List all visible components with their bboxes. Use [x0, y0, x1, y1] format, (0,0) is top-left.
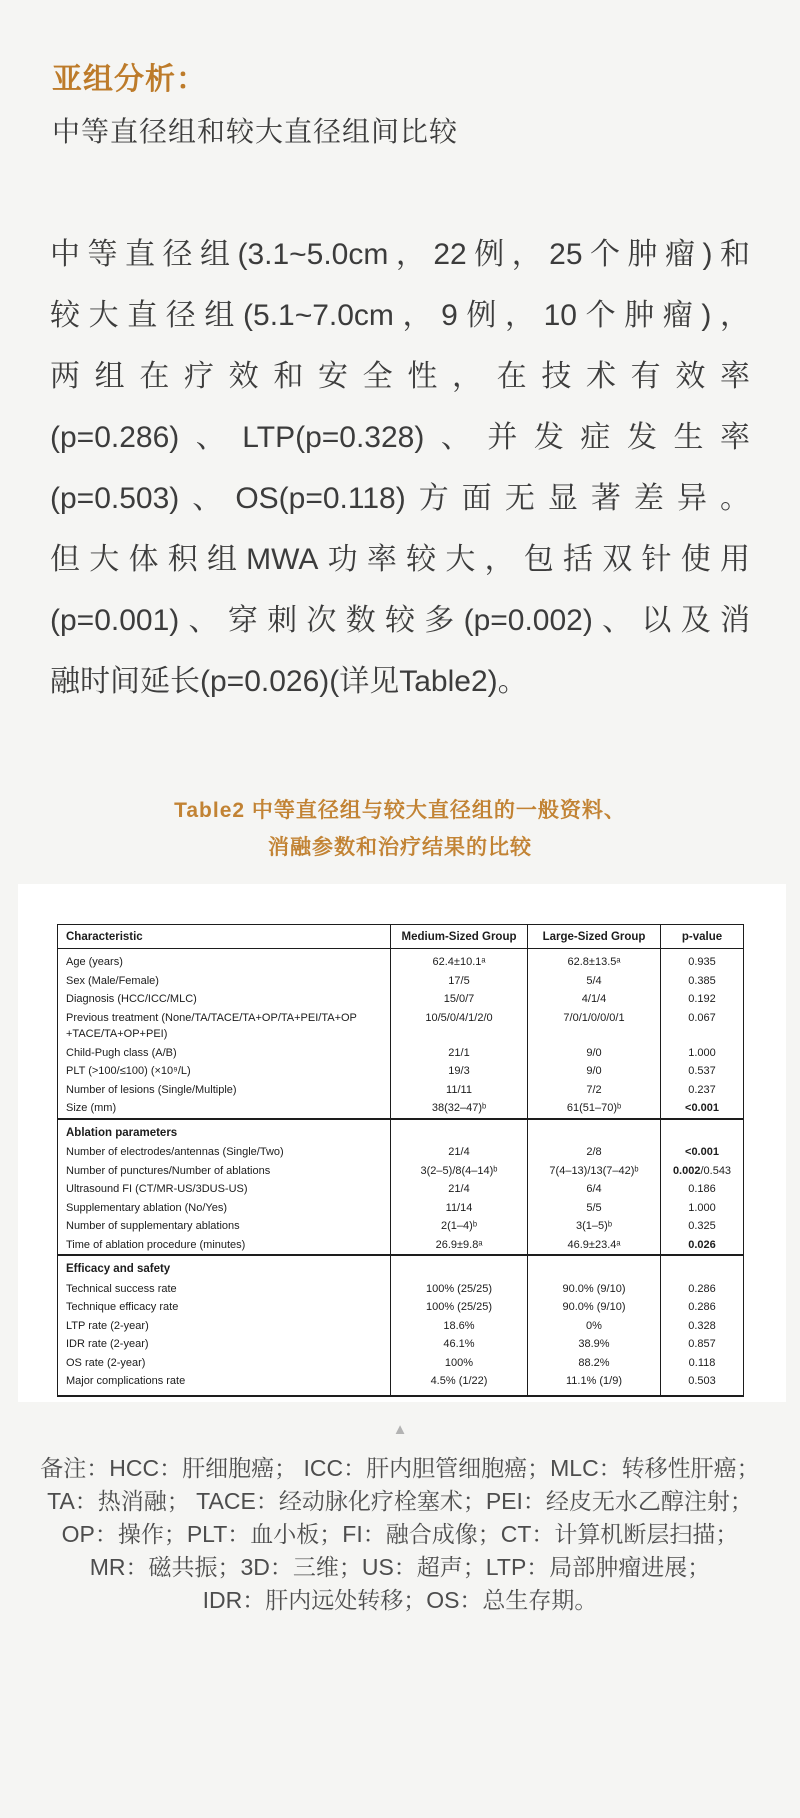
p-value-cell: 0.325 [661, 1217, 744, 1236]
table-row [58, 1354, 744, 1373]
column-header-medium-group: Medium-Sized Group [391, 925, 528, 949]
row-label-cell: Previous treatment (None/TA/TACE/TA+OP/TA+PEI/TA+OP +TACE/TA+OP+PEI) [66, 1011, 357, 1040]
empty-cell [661, 1255, 744, 1280]
large-group-value-cell: 5/4 [528, 972, 661, 991]
large-group-value-cell: 62.8±13.5ᵃ [528, 949, 661, 972]
analysis-paragraph [50, 224, 750, 712]
note-line: 备注：HCC：肝细胞癌； ICC：肝内胆管细胞癌；MLC：转移性肝癌； [40, 1455, 760, 1481]
large-group-value-cell: 11.1% (1/9) [528, 1372, 661, 1396]
medium-group-value-cell: 11/14 [391, 1199, 528, 1218]
empty-cell [391, 1119, 528, 1144]
table-caption-line-2: 消融参数和治疗结果的比较 [268, 836, 532, 859]
p-value-cell: 0.026 [661, 1236, 744, 1256]
row-label-cell: Time of ablation procedure (minutes) [66, 1238, 246, 1251]
p-value-part: 0.002 [672, 1164, 701, 1177]
large-group-value-cell: 38.9% [528, 1335, 661, 1354]
table-header-row [58, 925, 744, 949]
p-value-cell: 0.286 [661, 1280, 744, 1299]
medium-group-value-cell: 18.6% [391, 1317, 528, 1336]
paragraph-line: (p=0.503)、OS(p=0.118)方面无显著差异。 [50, 482, 750, 515]
medium-group-value-cell: 19/3 [391, 1062, 528, 1081]
p-value-cell: 0.237 [661, 1081, 744, 1100]
paragraph-line: 两组在疗效和安全性，在技术有效率 [50, 360, 750, 393]
row-label-cell: OS rate (2-year) [66, 1356, 146, 1369]
p-value-cell: 0.192 [661, 990, 744, 1009]
p-value-cell [661, 1162, 744, 1181]
table-caption-line-1: Table2 中等直径组与较大直径组的一般资料、 [174, 799, 626, 822]
table-row [58, 1180, 744, 1199]
table-row [58, 949, 744, 972]
p-value-cell: <0.001 [661, 1143, 744, 1162]
row-label-cell: Size (mm) [66, 1102, 117, 1114]
medium-group-value-cell: 46.1% [391, 1335, 528, 1354]
table-row [58, 1081, 744, 1100]
section-title-cell: Ablation parameters [58, 1119, 391, 1144]
large-group-value-cell: 61(51–70)ᵇ [528, 1099, 661, 1119]
medium-group-value-cell: 62.4±10.1ᵃ [391, 949, 528, 972]
medium-group-value-cell: 21/4 [391, 1143, 528, 1162]
large-group-value-cell: 88.2% [528, 1354, 661, 1373]
table-row [58, 1298, 744, 1317]
row-label-cell: Technical success rate [66, 1282, 177, 1295]
p-value-cell: 0.935 [661, 949, 744, 972]
large-group-value-cell: 7(4–13)/13(7–42)ᵇ [528, 1162, 661, 1181]
medium-group-value-cell: 10/5/0/4/1/2/0 [391, 1009, 528, 1044]
row-label-cell: Ultrasound FI (CT/MR-US/3DUS-US) [66, 1183, 248, 1195]
section-title-cell: Efficacy and safety [58, 1255, 391, 1280]
column-header-p-value: p-value [661, 925, 744, 949]
table-card [18, 884, 786, 1402]
p-value-cell: 0.186 [661, 1180, 744, 1199]
p-value-cell: 0.067 [661, 1009, 744, 1044]
medium-group-value-cell: 26.9±9.8ᵃ [391, 1236, 528, 1256]
medium-group-value-cell: 11/11 [391, 1081, 528, 1100]
p-value-cell: 0.118 [661, 1354, 744, 1373]
p-value-cell: 0.857 [661, 1335, 744, 1354]
row-label-cell: Major complications rate [66, 1375, 186, 1387]
medium-group-value-cell: 3(2–5)/8(4–14)ᵇ [391, 1162, 528, 1181]
large-group-value-cell: 90.0% (9/10) [528, 1280, 661, 1299]
paragraph-line: 融时间延长(p=0.026)(详见Table2)。 [50, 665, 528, 698]
row-label-cell: Age (years) [66, 956, 123, 968]
table-row [58, 1099, 744, 1119]
table-row [58, 1317, 744, 1336]
medium-group-value-cell: 21/1 [391, 1044, 528, 1063]
table-row [58, 1162, 744, 1181]
comparison-subheading: 中等直径组和较大直径组间比较 [52, 116, 459, 147]
large-group-value-cell: 4/1/4 [528, 990, 661, 1009]
table-row [58, 1009, 744, 1044]
section-heading: 亚组分析： [52, 63, 207, 96]
paragraph-line: 中等直径组(3.1~5.0cm，22例，25个肿瘤)和 [50, 238, 750, 271]
medium-group-value-cell: 38(32–47)ᵇ [391, 1099, 528, 1119]
table-row [58, 990, 744, 1009]
paragraph-line: 但大体积组MWA功率较大，包括双针使用 [50, 543, 750, 576]
table-row [58, 1062, 744, 1081]
row-label-cell: PLT (>100/≤100) (×10⁹/L) [66, 1065, 191, 1077]
medium-group-value-cell: 21/4 [391, 1180, 528, 1199]
empty-cell [391, 1255, 528, 1280]
p-value-cell: 0.286 [661, 1298, 744, 1317]
row-label-cell: Number of lesions (Single/Multiple) [66, 1083, 237, 1096]
large-group-value-cell: 3(1–5)ᵇ [528, 1217, 661, 1236]
row-label-cell: Sex (Male/Female) [66, 974, 159, 987]
table-caption [0, 792, 800, 866]
row-label-cell: Number of punctures/Number of ablations [66, 1164, 271, 1177]
large-group-value-cell: 90.0% (9/10) [528, 1298, 661, 1317]
paragraph-line: (p=0.001)、穿刺次数较多(p=0.002)、以及消 [50, 604, 750, 637]
row-label-cell: IDR rate (2-year) [66, 1338, 149, 1350]
medium-group-value-cell: 100% [391, 1354, 528, 1373]
medium-group-value-cell: 15/0/7 [391, 990, 528, 1009]
empty-cell [528, 1119, 661, 1144]
note-line: TA：热消融； TACE：经动脉化疗栓塞术；PEI：经皮无水乙醇注射； [47, 1488, 753, 1514]
row-label-cell: LTP rate (2-year) [66, 1319, 149, 1332]
table-row [58, 1236, 744, 1256]
note-line: IDR：肝内远处转移；OS：总生存期。 [202, 1587, 598, 1613]
p-value-cell: 0.328 [661, 1317, 744, 1336]
large-group-value-cell: 9/0 [528, 1044, 661, 1063]
row-label-cell: Supplementary ablation (No/Yes) [66, 1201, 228, 1214]
table-row [58, 1143, 744, 1162]
table-section-row [58, 1119, 744, 1144]
paragraph-line: 较大直径组(5.1~7.0cm，9例，10个肿瘤)， [50, 299, 750, 332]
large-group-value-cell: 7/2 [528, 1081, 661, 1100]
large-group-value-cell: 5/5 [528, 1199, 661, 1218]
up-triangle-icon: ▲ [392, 1421, 408, 1438]
row-label-cell: Diagnosis (HCC/ICC/MLC) [66, 993, 197, 1005]
p-value-cell: 1.000 [661, 1044, 744, 1063]
column-header-large-group: Large-Sized Group [528, 925, 661, 949]
comparison-table [57, 924, 744, 1397]
row-label-cell: Technique efficacy rate [66, 1301, 179, 1313]
large-group-value-cell: 2/8 [528, 1143, 661, 1162]
empty-cell [661, 1119, 744, 1144]
p-value-cell: 0.385 [661, 972, 744, 991]
medium-group-value-cell: 100% (25/25) [391, 1280, 528, 1299]
note-line: MR：磁共振；3D：三维；US：超声；LTP：局部肿瘤进展； [89, 1554, 711, 1580]
table-row [58, 1280, 744, 1299]
p-value-cell: 0.503 [661, 1372, 744, 1396]
note-line: OP：操作；PLT：血小板；FI：融合成像；CT：计算机断层扫描； [61, 1521, 739, 1547]
p-value-cell: 1.000 [661, 1199, 744, 1218]
table-section-row [58, 1255, 744, 1280]
table-row [58, 972, 744, 991]
p-value-cell: 0.537 [661, 1062, 744, 1081]
large-group-value-cell: 0% [528, 1317, 661, 1336]
large-group-value-cell: 6/4 [528, 1180, 661, 1199]
p-value-cell: <0.001 [661, 1099, 744, 1119]
table-row [58, 1372, 744, 1396]
table-row [58, 1335, 744, 1354]
paragraph-line: (p=0.286)、LTP(p=0.328)、并发症发生率 [50, 421, 750, 454]
medium-group-value-cell: 4.5% (1/22) [391, 1372, 528, 1396]
medium-group-value-cell: 100% (25/25) [391, 1298, 528, 1317]
row-label-cell: Number of electrodes/antennas (Single/Two) [66, 1146, 284, 1158]
row-label-cell: Child-Pugh class (A/B) [66, 1046, 177, 1059]
row-label-cell: Number of supplementary ablations [66, 1220, 240, 1232]
table-row [58, 1217, 744, 1236]
p-value-part: /0.543 [700, 1164, 732, 1177]
table-row [58, 1044, 744, 1063]
empty-cell [528, 1255, 661, 1280]
large-group-value-cell: 46.9±23.4ᵃ [528, 1236, 661, 1256]
column-header-characteristic: Characteristic [58, 925, 391, 949]
large-group-value-cell: 9/0 [528, 1062, 661, 1081]
abbreviation-notes [30, 1452, 770, 1617]
medium-group-value-cell: 17/5 [391, 972, 528, 991]
table-row [58, 1199, 744, 1218]
large-group-value-cell: 7/0/1/0/0/0/1 [528, 1009, 661, 1044]
medium-group-value-cell: 2(1–4)ᵇ [391, 1217, 528, 1236]
